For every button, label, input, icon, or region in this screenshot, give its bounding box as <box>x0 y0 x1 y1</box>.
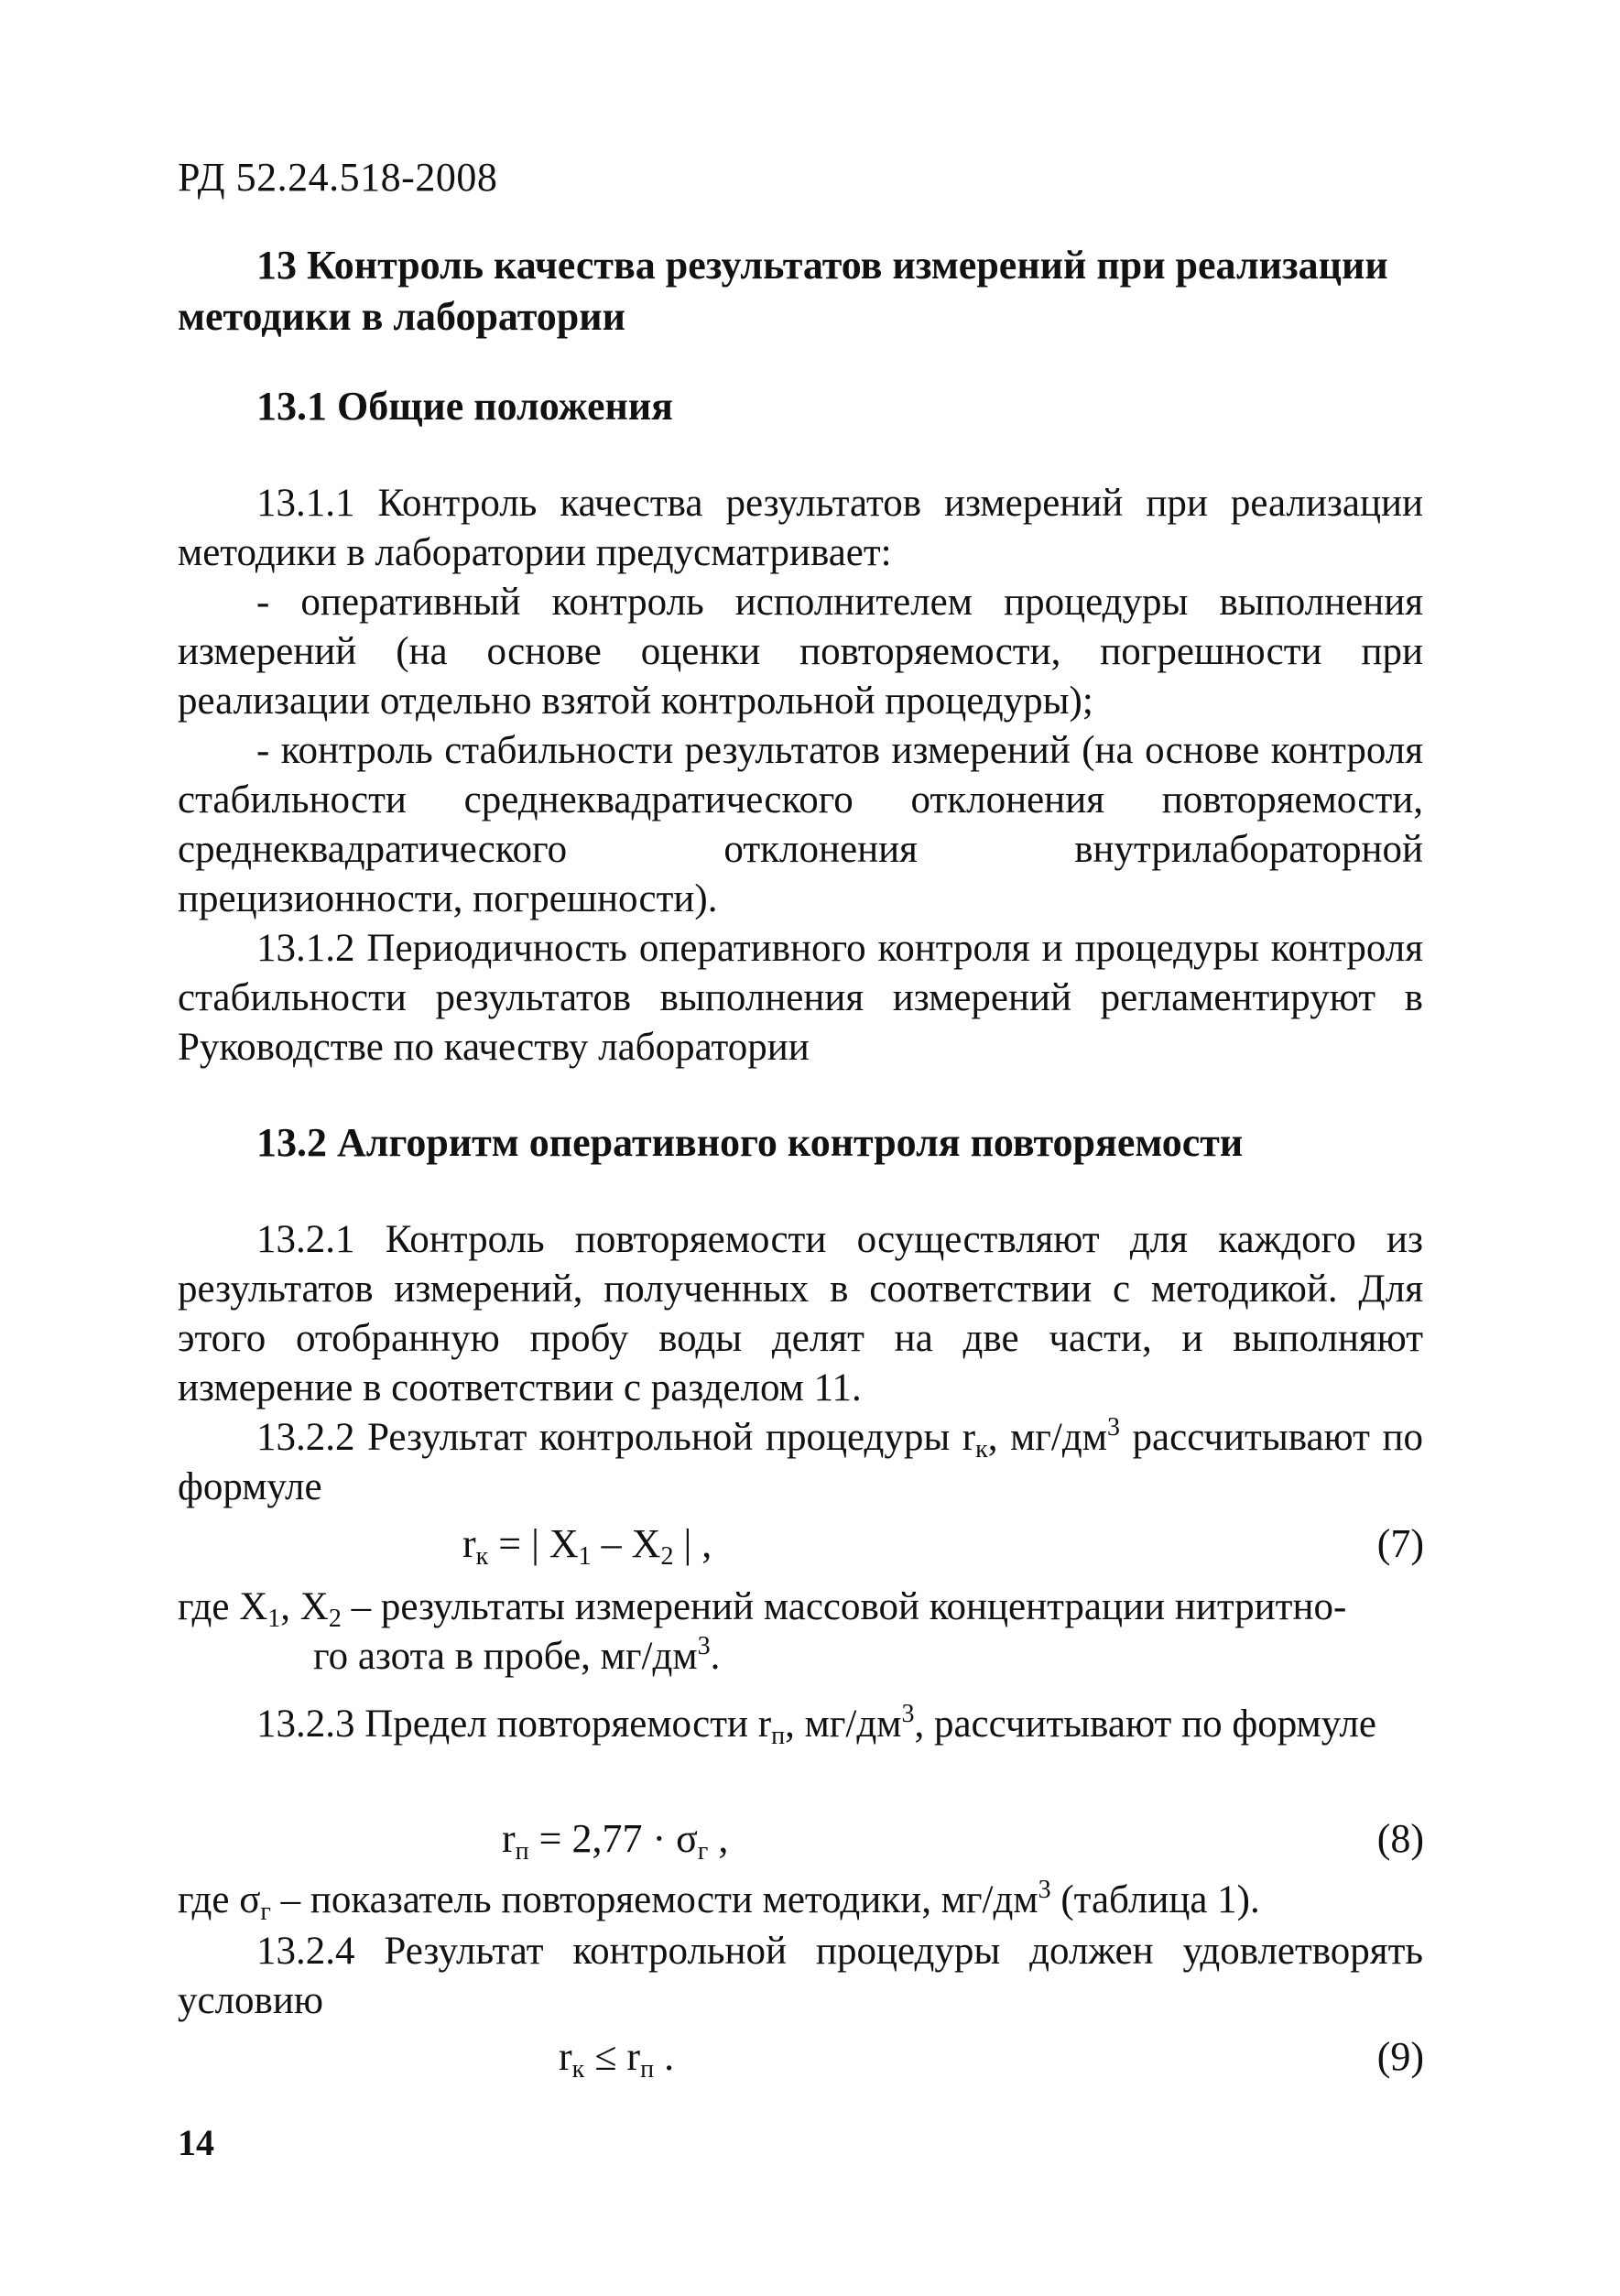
section-13-title <box>178 240 1447 343</box>
document-code-header: РД 52.24.518-2008 <box>178 155 498 200</box>
unit-text: , мг/дм <box>785 1703 902 1746</box>
where-8-b: – показатель повторяемости методики, мг/дм <box>270 1878 1038 1921</box>
where-8-c: (таблица 1). <box>1050 1878 1260 1921</box>
formula-8-tail: , <box>708 1816 729 1861</box>
formula-7 <box>462 1520 712 1571</box>
paragraph-13-2-2 <box>178 1413 1423 1512</box>
paragraph-13-2-2-tail: рассчитывают по формуле <box>178 1416 1423 1508</box>
where-clause-8 <box>178 1876 1423 1925</box>
paragraph-13-1-2 <box>178 924 1423 1072</box>
paragraph-13-1-2-text: 13.1.2 Периодичность оперативного контроля и процедуры контроля стабильности результатов выполнения измерений регламентируют в Руководстве по качеству лаборатории <box>178 927 1423 1069</box>
where-7-c: – результаты измерений массовой концентрации нитритно- <box>341 1585 1347 1628</box>
formula-7-lhs-sub: к <box>475 1542 489 1571</box>
equation-number-9: (9) <box>1376 2034 1424 2079</box>
formula-7-rhs-b: – X <box>591 1521 661 1566</box>
paragraph-13-2-2-text: 13.2.2 Результат контрольной процедуры r <box>256 1416 976 1459</box>
formula-9-rhs-sub: п <box>640 2055 655 2084</box>
formula-7-x2-sub: 2 <box>660 1542 674 1571</box>
paragraph-13-2-3-text: 13.2.3 Предел повторяемости r <box>256 1703 772 1746</box>
unit-superscript: 3 <box>1106 1413 1120 1442</box>
r-k-subscript: к <box>975 1435 988 1464</box>
where-7-a-sub: 1 <box>267 1605 281 1633</box>
r-p-subscript: п <box>771 1722 786 1750</box>
formula-8-rhs: = 2,77 · σ <box>528 1816 698 1861</box>
paragraph-13-2-1 <box>178 1215 1423 1413</box>
bullet-operational-control <box>178 578 1423 726</box>
formula-8-lhs: r <box>502 1816 516 1861</box>
section-13-title-line2: методики в лаборатории <box>178 294 625 339</box>
formula-8-rhs-sub: г <box>697 1837 709 1866</box>
bullet-stability-control-text: - контроль стабильности результатов измерений (на основе контроля стабильности среднеквадратического отклонения повторяемости, среднеквадратического отклонения внутрилабораторной прецизионности, погрешности). <box>178 729 1423 920</box>
formula-9-lhs-sub: к <box>571 2055 585 2084</box>
paragraph-13-2-3 <box>178 1700 1423 1749</box>
section-13-title-line1: 13 Контроль качества результатов измерений при реализации <box>256 243 1388 288</box>
where-7-continuation <box>178 1632 1423 1681</box>
formula-9-tail: . <box>654 2034 675 2079</box>
where-8-a-sub: г <box>260 1898 271 1926</box>
paragraph-13-1-1 <box>178 479 1423 578</box>
formula-7-rhs-a: = | X <box>488 1521 579 1566</box>
bullet-stability-control <box>178 726 1423 924</box>
unit-superscript: 3 <box>901 1700 915 1728</box>
where-7-d: го азота в пробе, мг/дм <box>313 1635 698 1678</box>
paragraph-13-2-1-text: 13.2.1 Контроль повторяемости осуществляют для каждого из результатов измерений, полученных в соответствии с методикой. Для этого отобранную пробу воды делят на две части, и выполняют измерение в соответствии с разделом 11. <box>178 1218 1423 1409</box>
equation-number-8: (8) <box>1376 1816 1424 1861</box>
formula-7-lhs: r <box>462 1521 476 1566</box>
where-8-sup: 3 <box>1038 1876 1051 1904</box>
page-number: 14 <box>178 2122 214 2163</box>
paragraph-13-2-4 <box>178 1927 1423 2026</box>
where-7-a: где X <box>178 1585 268 1628</box>
section-13-1-title: 13.1 Общие положения <box>256 384 673 429</box>
unit-text: , мг/дм <box>987 1416 1107 1459</box>
equation-number-7: (7) <box>1376 1521 1424 1566</box>
formula-7-x1-sub: 1 <box>578 1542 592 1571</box>
formula-9 <box>559 2033 675 2084</box>
section-13-2-title: 13.2 Алгоритм оперативного контроля повторяемости <box>256 1120 1244 1165</box>
paragraph-13-2-3-tail: , рассчитывают по формуле <box>914 1703 1376 1746</box>
bullet-operational-control-text: - оперативный контроль исполнителем процедуры выполнения измерений (на основе оценки повторяемости, погрешности при реализации отдельно взятой контрольной процедуры); <box>178 581 1423 723</box>
where-7-b-sub: 2 <box>328 1605 342 1633</box>
paragraph-13-2-4-text: 13.2.4 Результат контрольной процедуры должен удовлетворять условию <box>178 1930 1423 2022</box>
formula-9-relation: ≤ r <box>584 2034 641 2079</box>
formula-8 <box>502 1815 729 1866</box>
where-7-b: , X <box>280 1585 329 1628</box>
formula-8-lhs-sub: п <box>515 1837 529 1866</box>
formula-7-rhs-c: | , <box>673 1521 712 1566</box>
where-clause-7 <box>178 1583 1423 1681</box>
formula-9-lhs: r <box>559 2034 572 2079</box>
where-8-a: где σ <box>178 1878 261 1921</box>
where-7-d-sup: 3 <box>697 1632 711 1660</box>
paragraph-13-1-1-text: 13.1.1 Контроль качества результатов измерений при реализации методики в лаборатории предусматривает: <box>178 482 1423 574</box>
where-7-e: . <box>710 1635 721 1678</box>
